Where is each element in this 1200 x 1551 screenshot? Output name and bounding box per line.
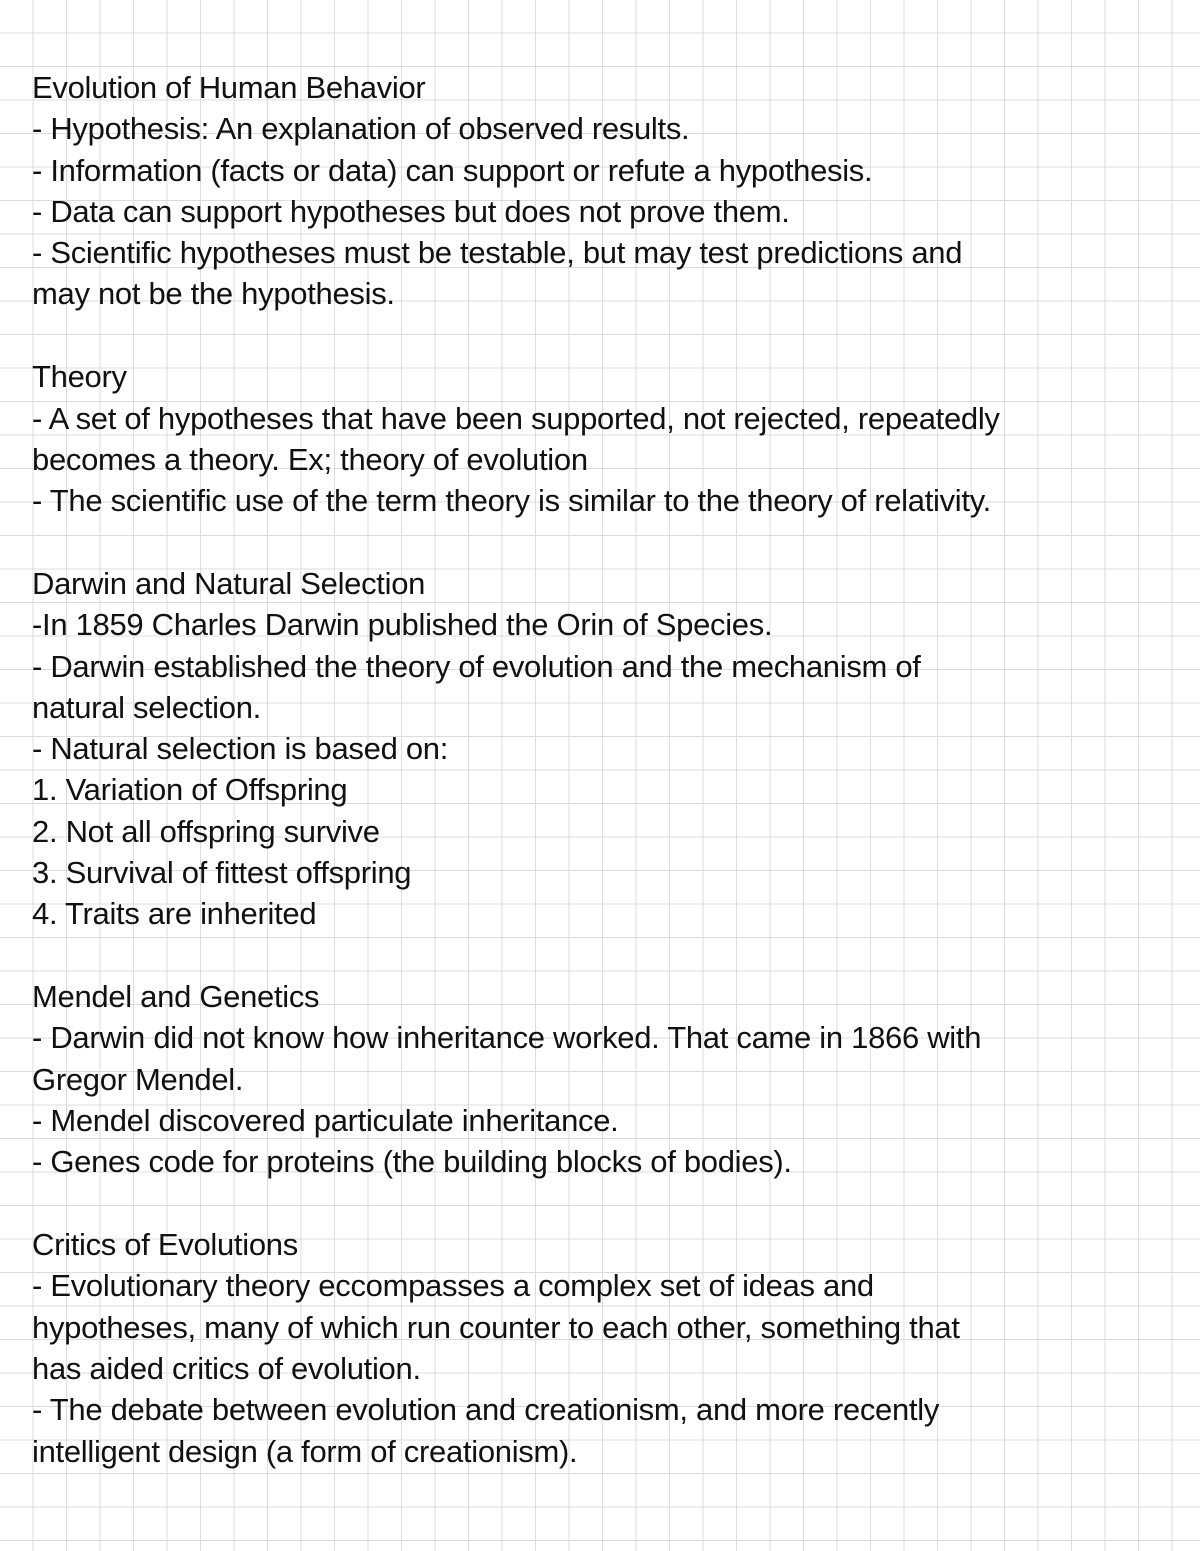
- note-line: - Evolutionary theory eccompasses a complex set of ideas and: [32, 1268, 874, 1304]
- note-line: intelligent design (a form of creationism).: [32, 1433, 578, 1469]
- note-line: - Darwin did not know how inheritance worked. That came in 1866 with: [32, 1020, 982, 1056]
- note-line: Gregor Mendel.: [32, 1061, 244, 1097]
- section-title: Evolution of Human Behavior: [32, 70, 426, 105]
- list-item: 4. Traits are inherited: [32, 896, 317, 932]
- note-line: - Darwin established the theory of evolution and the mechanism of: [32, 648, 921, 684]
- note-line: - The debate between evolution and creationism, and more recently: [32, 1392, 940, 1428]
- notes-page: [32, 67, 1182, 1513]
- section-title: Mendel and Genetics: [32, 979, 320, 1015]
- note-line: has aided critics of evolution.: [32, 1351, 421, 1387]
- note-line: - Hypothesis: An explanation of observed results.: [32, 111, 690, 147]
- note-line: - Scientific hypotheses must be testable, but may test predictions and: [32, 235, 963, 271]
- note-line: becomes a theory. Ex; theory of evolution: [32, 441, 588, 477]
- note-line: - Data can support hypotheses but does not prove them.: [32, 193, 790, 229]
- list-item: 3. Survival of fittest offspring: [32, 855, 412, 891]
- list-item: 2. Not all offspring survive: [32, 813, 380, 849]
- note-line: -In 1859 Charles Darwin published the Orin of Species.: [32, 607, 773, 643]
- list-item: 1. Variation of Offspring: [32, 772, 348, 808]
- section-theory: [32, 356, 1182, 521]
- section-darwin-and-natural-selection: [32, 563, 1182, 935]
- note-line: - A set of hypotheses that have been supported, not rejected, repeatedly: [32, 400, 1000, 436]
- section-mendel-and-genetics: [32, 976, 1182, 1182]
- section-title: Darwin and Natural Selection: [32, 565, 426, 601]
- note-line: - Information (facts or data) can support or refute a hypothesis.: [32, 152, 873, 188]
- note-line: natural selection.: [32, 689, 261, 725]
- note-line: - Mendel discovered particulate inheritance.: [32, 1103, 619, 1139]
- section-title: Theory: [32, 359, 127, 395]
- note-line: - Natural selection is based on:: [32, 731, 449, 767]
- note-line: may not be the hypothesis.: [32, 276, 395, 312]
- note-line: - The scientific use of the term theory is similar to the theory of relativity.: [32, 483, 991, 519]
- section-title: Critics of Evolutions: [32, 1227, 298, 1263]
- note-line: hypotheses, many of which run counter to each other, something that: [32, 1309, 960, 1345]
- section-critics-of-evolutions: [32, 1224, 1182, 1472]
- note-line: - Genes code for proteins (the building blocks of bodies).: [32, 1144, 792, 1180]
- section-evolution-of-human-behavior: [32, 67, 1182, 315]
